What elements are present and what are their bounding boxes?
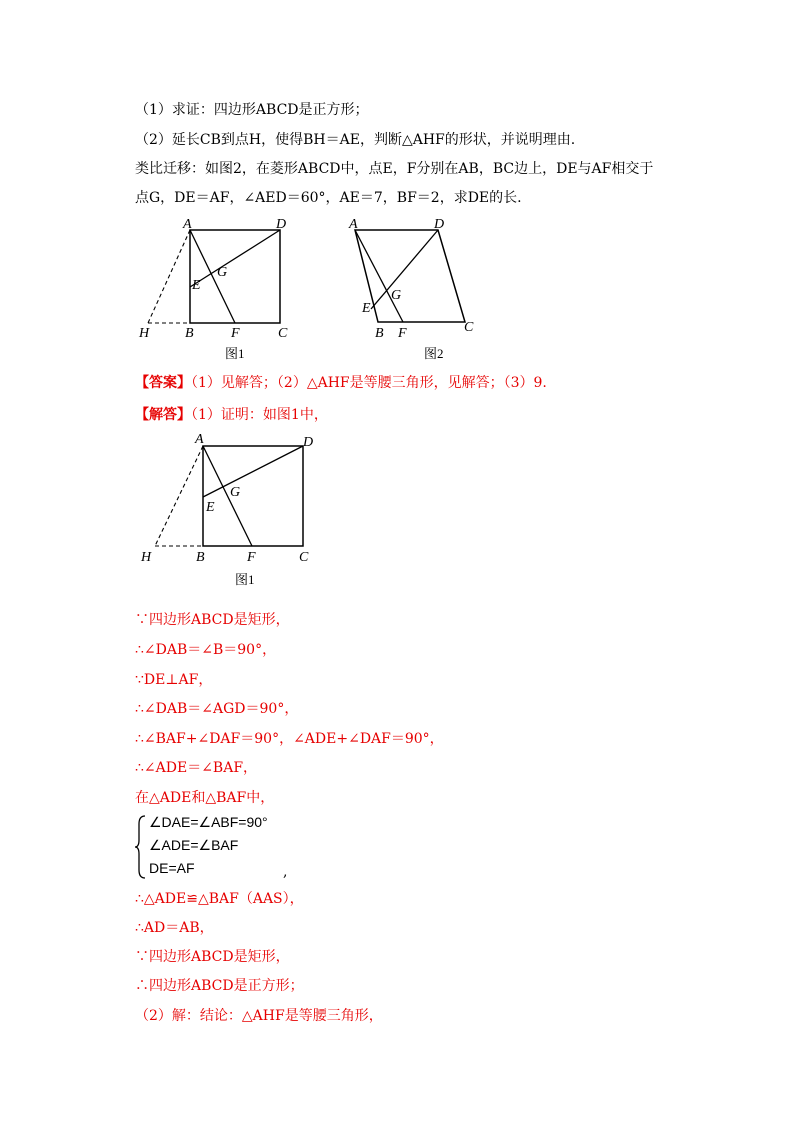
step-7: 在△ADE和△BAF中， [135,790,275,806]
step-9: ∴AD＝AB， [135,920,214,936]
question-part-3-line-2: 点G，DE＝AF，∠AED＝60°，AE＝7，BF＝2，求DE的长. [135,190,522,206]
fig1-label-H: H [139,326,150,341]
sol-fig-label-B: B [196,550,205,565]
question-part-3-line-1: 类比迁移：如图2，在菱形ABCD中，点E，F分别在AB，BC边上，DE与AF相交于 [135,161,654,177]
solution-line [135,405,328,425]
sol-fig-caption: 图1 [235,572,255,587]
fig2-label-C: C [464,320,474,335]
step-1: ∵四边形ABCD是矩形， [135,612,290,628]
figure-1-diagram [135,215,305,365]
figure-2-diagram [340,215,500,365]
sol-fig-label-A: A [195,432,204,447]
fig1-label-D: D [276,217,287,232]
question-part-1: （1）求证：四边形ABCD是正方形； [135,102,369,118]
fig2-label-B: B [375,326,384,341]
step-8: ∴△ADE≌△BAF（AAS）， [135,891,304,907]
sol-fig-label-G: G [230,485,241,500]
sol-fig-label-H: H [141,550,152,565]
answer-tag: 【答案】 [135,375,191,391]
step-6: ∴∠ADE＝∠BAF， [135,760,258,776]
step-2: ∴∠DAB＝∠B＝90°， [135,642,277,658]
sol-fig-label-D: D [303,435,314,450]
step-5: ∴∠BAF+∠DAF＝90°，∠ADE+∠DAF＝90°， [135,731,444,747]
fig2-label-G: G [391,288,402,303]
fig2-label-A: A [349,217,358,232]
system-brace [135,814,147,880]
answer-text: （1）见解答；（2）△AHF是等腰三角形，见解答；（3）9. [191,375,547,391]
step-4: ∴∠DAB＝∠AGD＝90°， [135,701,299,717]
system-row-2: ∠ADE=∠BAF [149,837,239,853]
fig1-label-B: B [185,326,194,341]
fig1-label-C: C [278,326,288,341]
step-11: ∴四边形ABCD是正方形； [135,978,304,994]
solution-figure-diagram [135,428,315,588]
solution-text: （1）证明：如图1中， [191,407,328,423]
system-row-3: DE=AF [149,860,195,876]
solution-tag: 【解答】 [135,407,191,423]
fig1-label-E: E [192,278,201,293]
sol-fig-label-E: E [206,500,215,515]
fig2-label-D: D [434,217,445,232]
sol-fig-label-C: C [299,550,309,565]
fig1-label-G: G [217,265,228,280]
sol-fig-label-F: F [247,550,256,565]
step-12: （2）解：结论：△AHF是等腰三角形， [135,1008,383,1024]
system-trailing-comma: , [283,864,288,880]
fig2-label-F: F [398,326,407,341]
fig1-caption: 图1 [225,346,245,361]
congruence-system [135,814,288,884]
question-part-2: （2）延长CB到点H，使得BH＝AE，判断△AHF的形状，并说明理由. [135,132,576,148]
fig1-label-A: A [183,217,192,232]
fig1-label-F: F [231,326,240,341]
system-row-1: ∠DAE=∠ABF=90° [149,814,268,830]
fig2-label-E: E [362,301,371,316]
step-3: ∵DE⊥AF， [135,672,213,688]
step-10: ∵四边形ABCD是矩形， [135,949,290,965]
answer-line [135,373,547,393]
fig2-caption: 图2 [424,346,444,361]
